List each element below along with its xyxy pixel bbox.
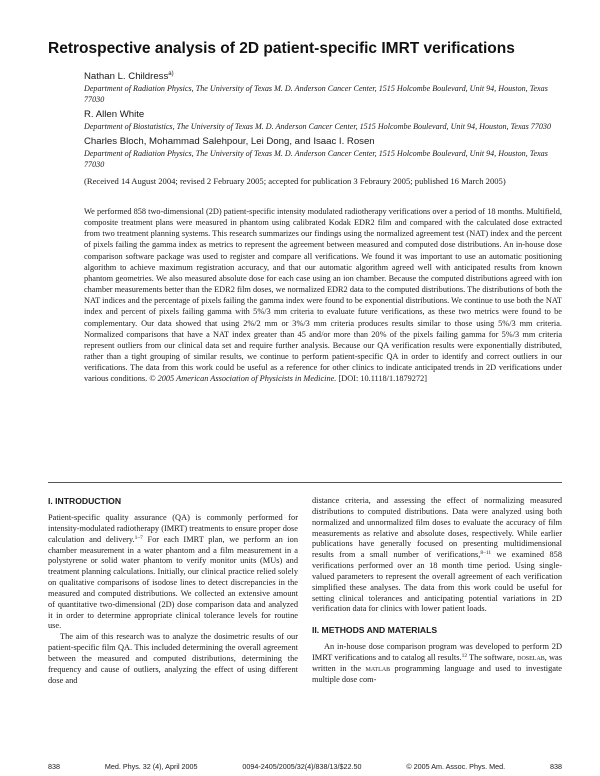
publication-dates: (Received 14 August 2004; revised 2 February 2005; accepted for publication 3 Febraury 2005; published 16 March 2005) [84, 176, 506, 186]
author-affiliation: Department of Radiation Physics, The University of Texas M. D. Anderson Cancer Center, 1515 Holcombe Boulevard, Unit 94, Houston, Texas 77030 [84, 84, 548, 104]
abstract [84, 206, 562, 385]
section-heading-methods: II. METHODS AND MATERIALS [312, 625, 438, 636]
reference-superscript[interactable]: 1–7 [134, 534, 143, 541]
author-footnote-mark: a) [168, 71, 174, 77]
page-number-left: 838 [48, 762, 60, 771]
paragraph: distance criteria, and assessing the effect of normalizing measured distributions to computed distributions. Data were analyzed using both normalized and unnormalized film doses to evaluate the accuracy of film measurements as relative and absolute doses, respectively. While earlier publications have generally focused on presenting multidimensional results from a small number of verifications,$^{8-11}$ we examined 858 verifications performed over an 18 month time period. Using single-valued parameters to represent the overall agreement of each verification simplified these analyses. The data from this work could be useful for setting clinical tolerances and anticipating potential variations in 2D verification data for clinics with lower patient loads. [312, 496, 563, 614]
page-number-right: 838 [549, 762, 562, 771]
paper-title: Retrospective analysis of 2D patient-specific IMRT verifications [48, 40, 515, 57]
footer-copyright: © 2005 Am. Assoc. Phys. Med. [406, 762, 506, 771]
right-column [312, 496, 562, 686]
journal-citation: Med. Phys. 32 (4), April 2005 [104, 762, 198, 771]
reference-superscript[interactable]: 12 [461, 653, 468, 660]
abstract-copyright: © 2005 American Association of Physicists in Medicine. [149, 374, 337, 384]
left-column [48, 496, 298, 687]
section-divider [48, 482, 562, 483]
author-affiliation: Department of Biostatistics, The University of Texas M. D. Anderson Cancer Center, 1515 Holcombe Boulevard, Unit 94, Houston, Texas 77030 [84, 122, 552, 131]
paragraph: An in-house dose comparison program was developed to perform 2D IMRT verifications and to catalog all results.$^{12}$ The software, doselab, was written in the matlab programming language and used to investigate multiple dose com- [312, 642, 562, 684]
author-block [84, 136, 562, 170]
author-block [84, 68, 562, 105]
author-name: R. Allen White [84, 109, 145, 120]
language-name: matlab [365, 663, 391, 673]
software-name: doselab [517, 653, 545, 663]
author-name: Charles Bloch, Mohammad Salehpour, Lei Dong, and Isaac I. Rosen [84, 136, 375, 147]
author-list [84, 68, 562, 188]
section-heading-introduction: I. INTRODUCTION [48, 496, 122, 506]
author-block [84, 109, 562, 132]
page-footer [48, 762, 562, 771]
issn-code: 0094-2405/2005/32(4)/838/13/$22.50 [242, 762, 362, 771]
abstract-text: We performed 858 two-dimensional (2D) patient-specific intensity modulated radiotherapy verifications over a period of 18 months. Multifield, composite treatment plans were measured in phantom using calibrated Kodak EDR2 film and compared with the calculated dose extracted from two treatment planning systems. This research summarizes our findings using the normalized agreement test (NAT) index and the percent of pixels failing the gamma index as metrics to represent the agreement between measured and computed dose distributions. An in-house dose comparison software package was used to register and compare all verifications. We found it was important to use an automatic positioning algorithm to achieve maximum registration accuracy, and that our automatic algorithm agreed well with anticipated results from known phantom geometries. We also measured absolute dose for each case using an ion chamber. Because the computed distributions agreed with ion chamber measurements better than the EDR2 film doses, we normalized EDR2 data to the computed distributions. The distributions of both the NAT indices and the percentage of pixels failing the gamma index were found to be exponential distributions. We continue to use both the NAT index and percent of pixels failing gamma with 5%/3 mm criteria to evaluate future verifications, as these two metrics were found to be complementary. Our data showed that using 2%/2 mm or 3%/3 mm criteria produces results similar to those using 5%/3 mm criteria. Normalized comparisons that have a NAT index greater than 45 and/or more than 20% of the pixels failing gamma for 5%/3 mm criteria represent outliers from our clinical data set and require further analysis. Because our QA verification results were exponentially distributed, rather than a tight grouping of similar results, we continue to perform patient-specific QA in order to identify and correct outliers in our verifications. The data from this work could be useful as a reference for other clinics to indicate anticipated trends in 2D verifications under various conditions. [84, 207, 562, 384]
doi-link[interactable]: [DOI: 10.1118/1.1879272] [338, 374, 428, 384]
reference-superscript[interactable]: 8–11 [480, 550, 492, 557]
author-name: Nathan L. Childress$^{a)}$ [84, 71, 174, 82]
author-affiliation: Department of Radiation Physics, The University of Texas M. D. Anderson Cancer Center, 1515 Holcombe Boulevard, Unit 94, Houston, Texas 77030 [84, 149, 548, 169]
paragraph: The aim of this research was to analyze the dosimetric results of our patient-specific film QA. This included determining the overall agreement between the measured and computed distributions, determining the frequency and cause of outliers, analyzing the effect of using different dose and [48, 632, 298, 685]
paragraph: Patient-specific quality assurance (QA) is commonly performed for intensity-modulated radiotherapy (IMRT) treatments to ensure proper dose calculation and delivery.$^{1-7}$ For each IMRT plan, we perform an ion chamber measurement in a water phantom and a film measurement in a polystyrene or solid water phantom to verify monitor units (MUs) and treatment planning calculations. Initially, our clinical practice relied solely on qualitative comparisons of isodose lines to detect discrepancies in the measured and computed distributions. We collected an extensive amount of quantitative two-dimensional (2D) dose comparison data and analyzed it in order to determine appropriate clinical tolerance levels for routine use. [48, 513, 298, 631]
